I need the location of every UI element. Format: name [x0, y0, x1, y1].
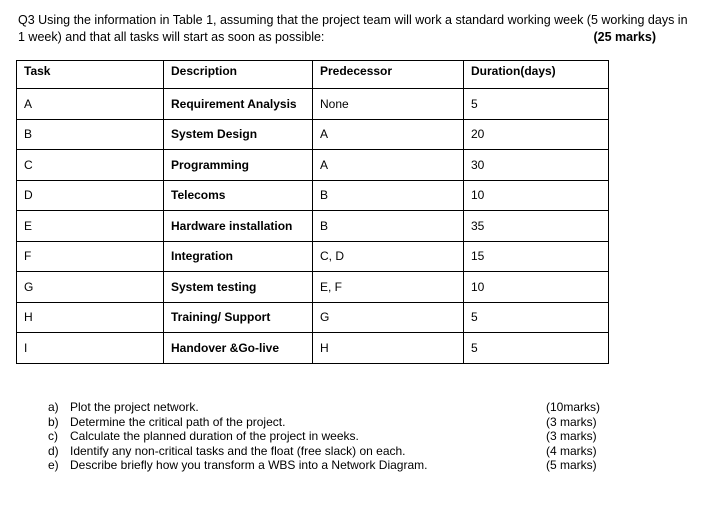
- predecessor-cell: E, F: [313, 272, 464, 303]
- description-cell: System testing: [164, 272, 313, 303]
- table-row: [17, 241, 609, 272]
- subquestion-marks: (5 marks): [546, 458, 597, 472]
- subquestion-text: Calculate the planned duration of the project in weeks.: [70, 429, 359, 443]
- subquestion-letter: e): [48, 458, 59, 472]
- task-cell: C: [17, 150, 164, 181]
- subquestion-letter: a): [48, 400, 59, 414]
- duration-cell: 30: [464, 150, 609, 181]
- duration-cell: 5: [464, 89, 609, 120]
- task-cell: A: [17, 89, 164, 120]
- subquestion-marks: (3 marks): [546, 414, 597, 429]
- predecessor-cell: H: [313, 333, 464, 364]
- task-cell: E: [17, 211, 164, 242]
- description-cell: Training/ Support: [164, 302, 313, 333]
- table-row: [17, 272, 609, 303]
- predecessor-cell: C, D: [313, 241, 464, 272]
- subquestion-marks: (3 marks): [546, 429, 597, 443]
- description-cell: Integration: [164, 241, 313, 272]
- predecessor-cell: G: [313, 302, 464, 333]
- task-table: [16, 60, 609, 364]
- subquestion-text: Identify any non-critical tasks and the float (free slack) on each.: [70, 443, 406, 458]
- table-row: [17, 180, 609, 211]
- table-row: [17, 302, 609, 333]
- subquestion-item: [48, 429, 608, 444]
- duration-cell: 5: [464, 302, 609, 333]
- table-row: [17, 211, 609, 242]
- subquestion-item: [48, 458, 608, 473]
- duration-cell: 10: [464, 272, 609, 303]
- table-row: [17, 333, 609, 364]
- subquestion-list: [48, 400, 608, 473]
- table-row: [17, 89, 609, 120]
- description-cell: System Design: [164, 119, 313, 150]
- subquestion-letter: b): [48, 414, 59, 429]
- subquestion-item: [48, 444, 608, 459]
- question-text-block: [18, 12, 690, 46]
- duration-cell: 15: [464, 241, 609, 272]
- subquestion-letter: c): [48, 429, 58, 443]
- duration-cell: 35: [464, 211, 609, 242]
- header-description: Description: [164, 61, 313, 89]
- table-header-row: [17, 61, 609, 89]
- duration-cell: 20: [464, 119, 609, 150]
- description-cell: Programming: [164, 150, 313, 181]
- predecessor-cell: A: [313, 119, 464, 150]
- question-marks: (25 marks): [593, 30, 656, 44]
- task-cell: H: [17, 302, 164, 333]
- question-text: Q3 Using the information in Table 1, assuming that the project team will work a standard working week (5 working days in 1 week) and that all tasks will start as soon as possible:: [18, 13, 688, 44]
- subquestion-text: Determine the critical path of the project.: [70, 414, 286, 429]
- description-cell: Requirement Analysis: [164, 89, 313, 120]
- predecessor-cell: B: [313, 211, 464, 242]
- task-cell: D: [17, 180, 164, 211]
- table-row: [17, 119, 609, 150]
- predecessor-cell: B: [313, 180, 464, 211]
- description-cell: Telecoms: [164, 180, 313, 211]
- task-cell: B: [17, 119, 164, 150]
- header-task: Task: [17, 61, 164, 89]
- subquestion-marks: (4 marks): [546, 443, 597, 458]
- table-row: [17, 150, 609, 181]
- subquestion-text: Plot the project network.: [70, 400, 199, 414]
- task-cell: F: [17, 241, 164, 272]
- subquestion-item: [48, 415, 608, 430]
- subquestion-text: Describe briefly how you transform a WBS into a Network Diagram.: [70, 458, 428, 472]
- header-predecessor: Predecessor: [313, 61, 464, 89]
- duration-cell: 10: [464, 180, 609, 211]
- task-cell: G: [17, 272, 164, 303]
- task-cell: I: [17, 333, 164, 364]
- header-duration: Duration(days): [464, 61, 609, 89]
- subquestion-letter: d): [48, 443, 59, 458]
- subquestion-item: [48, 400, 608, 415]
- subquestion-marks: (10marks): [546, 400, 601, 414]
- predecessor-cell: A: [313, 150, 464, 181]
- predecessor-cell: None: [313, 89, 464, 120]
- description-cell: Handover &Go-live: [164, 333, 313, 364]
- description-cell: Hardware installation: [164, 211, 313, 242]
- duration-cell: 5: [464, 333, 609, 364]
